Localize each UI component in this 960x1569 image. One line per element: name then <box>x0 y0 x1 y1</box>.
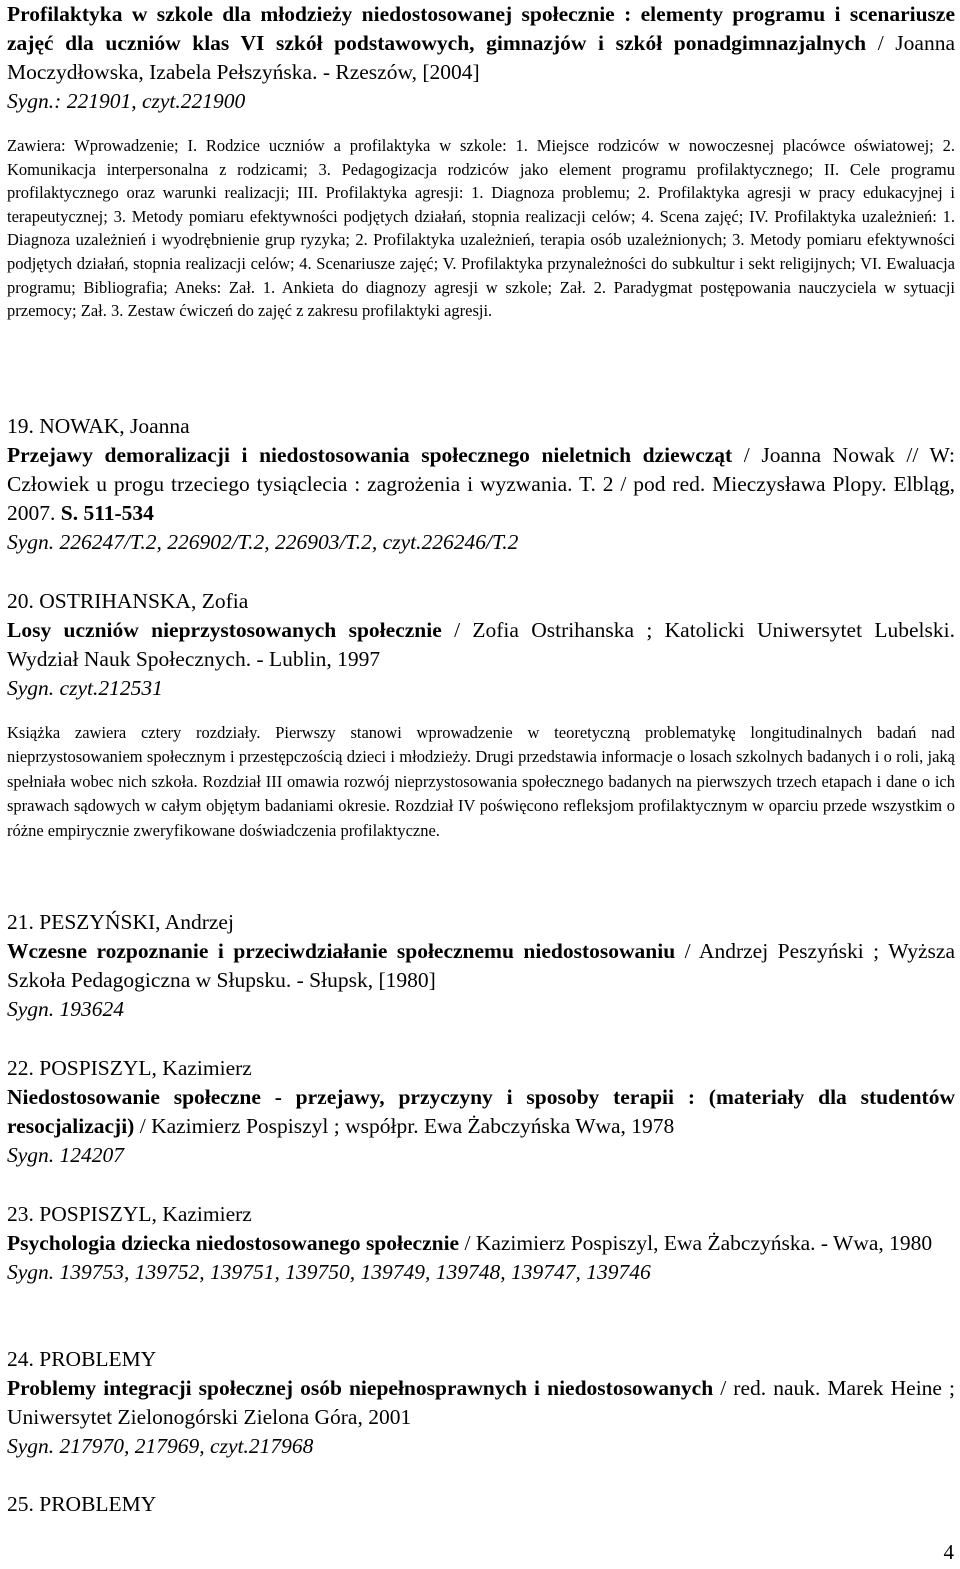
entry-details: / Zofia Ostrihanska ; Katolicki Uniwersytet Lubelski. Wydział Nauk Społecznych. - Lublin, 1997 <box>7 618 955 671</box>
entry-details: / Kazimierz Pospiszyl, Ewa Żabczyńska. - Wwa, 1980 <box>459 1231 933 1255</box>
entry-heading: 23. POSPISZYL, Kazimierz <box>7 1202 252 1226</box>
entry-details: / Joanna Moczydłowska, Izabela Pełszyńska. - Rzeszów, [2004] <box>7 31 955 84</box>
entry-details: / Andrzej Peszyński ; Wyższa Szkoła Pedagogiczna w Słupsku. - Słupsk, [1980] <box>7 939 955 992</box>
entry-details: / Kazimierz Pospiszyl ; współpr. Ewa Żabczyńska Wwa, 1978 <box>134 1114 675 1138</box>
entry-citation <box>7 0 955 87</box>
entry-heading: 22. POSPISZYL, Kazimierz <box>7 1056 252 1080</box>
bibliography-entry-19 <box>7 412 955 557</box>
entry-heading: 21. PESZYŃSKI, Andrzej <box>7 910 234 934</box>
entry-heading: 24. PROBLEMY <box>7 1347 157 1371</box>
page-number: 4 <box>943 1540 954 1564</box>
entry-signature: Sygn. 139753, 139752, 139751, 139750, 139749, 139748, 139747, 139746 <box>7 1260 651 1284</box>
entry-signature: Sygn. 124207 <box>7 1143 125 1167</box>
entry-signature: Sygn. czyt.212531 <box>7 676 163 700</box>
entry-citation <box>7 1229 955 1258</box>
entry-signature: Sygn. 217970, 217969, czyt.217968 <box>7 1434 314 1458</box>
entry-details: / Joanna Nowak // W: Człowiek u progu trzeciego tysiąclecia : zagrożenia i wyzwania. T. 2 / pod red. Mieczysława Plopy. Elbląg, 2007. <box>7 443 955 525</box>
entry-heading: 20. OSTRIHANSKA, Zofia <box>7 589 249 613</box>
entry-signature: Sygn. 226247/T.2, 226902/T.2, 226903/T.2, czyt.226246/T.2 <box>7 530 519 554</box>
entry-title: Losy uczniów nieprzystosowanych społecznie <box>7 618 442 642</box>
entry-description: Książka zawiera cztery rozdziały. Pierwszy stanowi wprowadzenie w teoretyczną problematykę longitudinalnych badań nad nieprzystosowaniem społecznym i przestępczością dzieci i młodzieży. Drugi przedstawia informacje o losach szkolnych badanych i o roli, jaką spełniała wobec nich szkoła. Rozdział III omawia rozwój nieprzystosowania społecznego badanych na pierwszych trzech etapach i dane o ich sprawach sądowych w całym objętym badaniami okresie. Rozdział IV poświęcono refleksjom profilaktycznym w oparciu przede wszystkim o różne empirycznie zweryfikowane doświadczenia profilaktyczne. <box>7 723 955 840</box>
bibliography-entry-23 <box>7 1200 955 1287</box>
entry-title: Profilaktyka w szkole dla młodzieży niedostosowanej społecznie : elementy programu i scenariusze zajęć dla uczniów klas VI szkół podstawowych, gimnazjów i szkół ponadgimnazjalnych <box>7 2 955 55</box>
bibliography-entry-25 <box>7 1490 955 1519</box>
bibliography-entry-continued <box>7 0 955 323</box>
entry-title: Niedostosowanie społeczne - przejawy, przyczyny i sposoby terapii : (materiały dla studentów resocjalizacji) <box>7 1085 955 1138</box>
entry-citation <box>7 441 955 528</box>
entry-heading: 25. PROBLEMY <box>7 1492 157 1516</box>
bibliography-entry-21 <box>7 908 955 1024</box>
entry-title: Psychologia dziecka niedostosowanego społecznie <box>7 1231 460 1255</box>
entry-citation <box>7 616 955 674</box>
bibliography-entry-24 <box>7 1345 955 1461</box>
entry-title: Problemy integracji społecznej osób niepełnosprawnych i niedostosowanych <box>7 1376 714 1400</box>
entry-signature: Sygn.: 221901, czyt.221900 <box>7 89 246 113</box>
entry-title: Przejawy demoralizacji i niedostosowania społecznego nieletnich dziewcząt <box>7 443 733 467</box>
entry-heading: 19. NOWAK, Joanna <box>7 414 190 438</box>
bibliography-entry-20 <box>7 587 955 843</box>
bibliography-entry-22 <box>7 1054 955 1170</box>
entry-title: Wczesne rozpoznanie i przeciwdziałanie społecznemu niedostosowaniu <box>7 939 676 963</box>
entry-citation <box>7 1083 955 1141</box>
entry-contents: Zawiera: Wprowadzenie; I. Rodzice uczniów a profilaktyka w szkole: 1. Miejsce rodziców w nowoczesnej placówce oświatowej; 2. Komunikacja interpersonalna z rodzicami; 3. Pedagogizacja rodziców jako element programu profilaktycznego; II. Cele programu profilaktycznego oraz warunki realizacji; III. Profilaktyka agresji: 1. Diagnoza problemu; 2. Profilaktyka agresji w pracy edukacyjnej i terapeutycznej; 3. Metody pomiaru efektywności podjętych działań, stopnia realizacji celów; 4. Scena zajęć; IV. Profilaktyka uzależnień: 1. Diagnoza uzależnień i wyodrębnienie grup ryzyka; 2. Profilaktyka uzależnień, terapia osób uzależnionych; 3. Metody pomiaru efektywności podjętych działań, stopnia realizacji celów; 4. Scenariusze zajęć; V. Profilaktyka przynależności do subkultur i sekt religijnych; VI. Ewaluacja programu; Bibliografia; Aneks: Zał. 1. Ankieta do diagnozy agresji w szkole; Zał. 2. Paradygmat postępowania nauczyciela w sytuacji przemocy; Zał. 3. Zestaw ćwiczeń do zajęć z zakresu profilaktyki agresji. <box>7 136 955 321</box>
entry-pages: S. 511-534 <box>60 501 154 525</box>
entry-citation <box>7 1374 955 1432</box>
entry-citation <box>7 937 955 995</box>
entry-signature: Sygn. 193624 <box>7 997 125 1021</box>
entry-details: / red. nauk. Marek Heine ; Uniwersytet Zielonogórski Zielona Góra, 2001 <box>7 1376 956 1429</box>
